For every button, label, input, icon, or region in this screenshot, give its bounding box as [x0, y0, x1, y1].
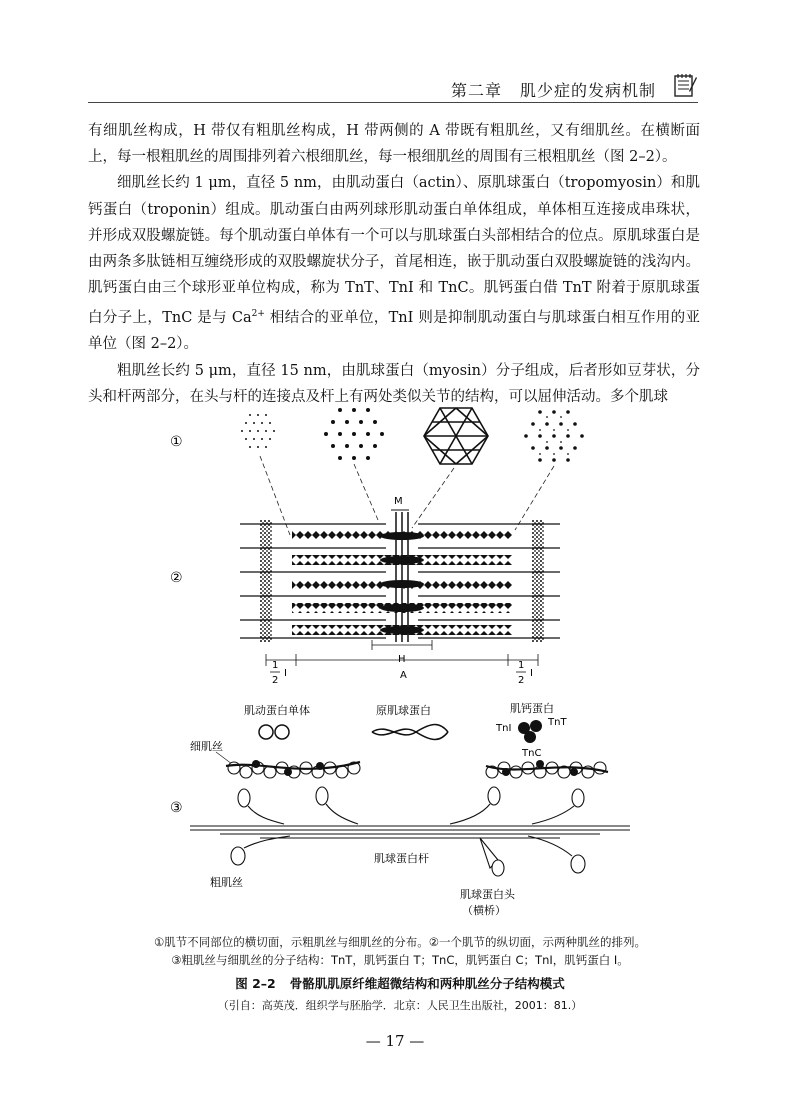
myosin-rod-label: 肌球蛋白杆 — [374, 852, 429, 865]
i-band-label-left: I — [284, 668, 287, 679]
myosin-head-label: 肌球蛋白头 — [460, 888, 515, 901]
half-i-band-left — [270, 660, 287, 686]
half-i-right-denominator: 2 — [518, 675, 525, 686]
figure-number: 图 2–2 — [235, 976, 276, 991]
figure-note-line-2: ③粗肌丝与细肌丝的分子结构：TnT，肌钙蛋白 T；TnC，肌钙蛋白 C；TnI，肌钙蛋白 I。 — [171, 953, 629, 967]
cross-section-overlap-lattice — [424, 408, 488, 464]
marker-3: ③ — [170, 800, 183, 816]
figure-note-line-1: ①肌节不同部位的横切面，示粗肌丝与细肌丝的分布。②一个肌节的纵切面，示两种肌丝的排列。 — [153, 935, 647, 949]
myosin-head-highlight — [480, 838, 504, 876]
tropomyosin-label: 原肌球蛋白 — [376, 704, 431, 717]
leader-lines — [260, 456, 554, 535]
calcium-superscript: 2+ — [251, 309, 265, 320]
chapter-heading — [451, 78, 656, 101]
actin-monomer-label: 肌动蛋白单体 — [244, 704, 310, 717]
sarcomere-longitudinal — [240, 512, 560, 642]
tnc-label: TnC — [522, 748, 542, 759]
m-line-label: M — [394, 496, 403, 507]
paragraph-2-part-b: 相结合的亚单位，TnI 则是抑制肌动蛋白与肌球蛋白相互作用的亚单位（图 2–2）。 — [88, 310, 700, 353]
chapter-number: 第二章 — [450, 81, 502, 100]
paragraph-3: 粗肌丝长约 5 μm，直径 15 nm，由肌球蛋白（myosin）分子组成，后者形如豆芽状，分头和杆两部分，在头与杆的连接点及杆上有两处类似关节的结构，可以屈伸活动。多个肌球 — [88, 362, 700, 405]
half-i-left-numerator: 1 — [272, 660, 279, 671]
i-band-label-right: I — [530, 668, 533, 679]
page-header — [88, 72, 698, 103]
h-band-label: H — [398, 654, 406, 665]
figure-notes — [60, 933, 740, 969]
z-disc-left — [260, 520, 272, 642]
figure-title: 骨骼肌肌原纤维超微结构和两种肌丝分子结构模式 — [289, 976, 565, 991]
sarcomere-figure — [160, 400, 640, 930]
tni-label: TnI — [496, 723, 512, 734]
half-i-left-denominator: 2 — [272, 675, 279, 686]
paragraph-1: 有细肌丝构成，H 带仅有粗肌丝构成，H 带两侧的 A 带既有粗肌丝，又有细肌丝。在横断面上，每一根粗肌丝的周围排列着六根细肌丝，每一根细肌丝的周围有三根粗肌丝（图 2–2）。 — [88, 123, 700, 166]
paragraph-2 — [88, 170, 700, 357]
cross-section-thick-only — [324, 408, 384, 460]
cross-section-mixed — [524, 410, 584, 462]
z-disc-right — [532, 520, 544, 642]
myosin-rod — [190, 826, 630, 838]
marker-2: ② — [170, 570, 183, 586]
thick-filament-label: 粗肌丝 — [210, 876, 243, 889]
thick-filaments — [292, 512, 512, 642]
half-i-right-numerator: 1 — [518, 660, 525, 671]
actin-monomer-icon-2 — [275, 725, 289, 739]
myosin-heads-upper — [238, 787, 584, 824]
body-text — [88, 118, 700, 410]
troponin-icon — [518, 720, 542, 743]
a-band-label: A — [400, 670, 407, 681]
notepad-icon — [670, 72, 698, 98]
tnt-label: TnT — [548, 717, 567, 728]
troponin-label: 肌钙蛋白 — [510, 702, 554, 715]
chapter-title: 肌少症的发病机制 — [519, 81, 656, 100]
crossbridge-label: （横桥） — [462, 904, 506, 917]
paragraph-2-part-a: 细肌丝长约 1 μm，直径 5 nm，由肌动蛋白（actin）、原肌球蛋白（tropomyosin）和肌钙蛋白（troponin）组成。肌动蛋白由两列球形肌动蛋白单体组成，单体相互连接成串珠状，并形成双股螺旋链。每个肌动蛋白单体有一个可以与肌球蛋白头部相结合的位点。原肌球蛋白是由两条多肽链相互缠绕形成的双股螺旋状分子，首尾相连，嵌于肌动蛋白双股螺旋链的浅沟内。肌钙蛋白由三个球形亚单位构成，称为 TnT、TnI 和 TnC。肌钙蛋白借 TnT 附着于原肌球蛋白分子上，TnC 是与 Ca — [88, 175, 700, 327]
figure-source: （引自：高英茂．组织学与胚胎学．北京：人民卫生出版社，2001：81.） — [217, 999, 583, 1012]
actin-monomer-icon-1 — [259, 725, 273, 739]
marker-1: ① — [170, 434, 183, 450]
figure-caption — [60, 974, 740, 992]
half-i-band-right — [516, 660, 533, 686]
cross-section-thin-only — [241, 414, 275, 448]
thin-filament-label: 细肌丝 — [190, 740, 223, 753]
page-number: — 17 — — [365, 1032, 425, 1050]
